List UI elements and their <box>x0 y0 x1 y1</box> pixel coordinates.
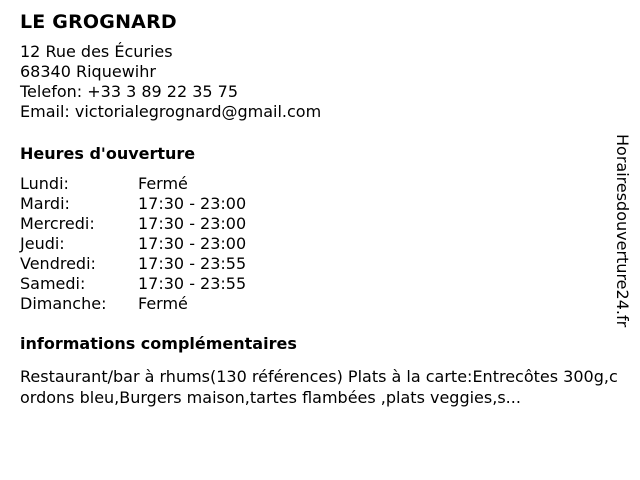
day-label: Vendredi: <box>20 254 96 273</box>
day-hours: 17:30 - 23:00 <box>138 234 247 253</box>
phone-number[interactable]: Telefon: +33 3 89 22 35 75 <box>20 82 239 101</box>
day-label: Mercredi: <box>20 214 95 233</box>
business-card <box>20 10 618 408</box>
hours-row-wednesday <box>20 214 610 234</box>
email-address[interactable]: Email: victorialegrognard@gmail.com <box>20 102 322 121</box>
hours-table <box>20 174 610 314</box>
day-hours: Fermé <box>138 174 188 193</box>
day-hours: 17:30 - 23:55 <box>138 254 247 273</box>
hours-row-friday <box>20 254 610 274</box>
hours-row-thursday <box>20 234 610 254</box>
day-hours: Fermé <box>138 294 188 313</box>
day-label: Jeudi: <box>20 234 65 253</box>
day-hours: 17:30 - 23:55 <box>138 274 247 293</box>
info-heading: informations complémentaires <box>20 334 297 353</box>
business-name: LE GROGNARD <box>20 11 177 33</box>
day-hours: 17:30 - 23:00 <box>138 214 247 233</box>
address-city: 68340 Riquewihr <box>20 62 156 81</box>
hours-row-tuesday <box>20 194 610 214</box>
hours-row-saturday <box>20 274 610 294</box>
hours-row-sunday <box>20 294 610 314</box>
day-label: Dimanche: <box>20 294 107 313</box>
hours-heading: Heures d'ouverture <box>20 144 196 163</box>
day-label: Mardi: <box>20 194 70 213</box>
day-hours: 17:30 - 23:00 <box>138 194 247 213</box>
info-description: Restaurant/bar à rhums(130 références) Plats à la carte:Entrecôtes 300g,cordons bleu,Burgers maison,tartes flambées ,plats veggies,s... <box>20 367 618 407</box>
site-watermark: Horairesdouverture24.fr <box>613 134 632 328</box>
day-label: Lundi: <box>20 174 69 193</box>
address-street: 12 Rue des Écuries <box>20 42 173 61</box>
hours-row-monday <box>20 174 610 194</box>
day-label: Samedi: <box>20 274 86 293</box>
